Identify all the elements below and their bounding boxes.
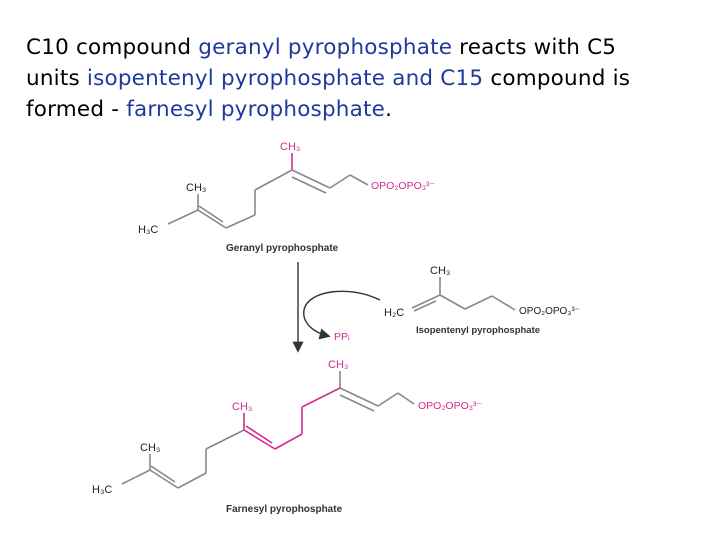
farnesyl-bond xyxy=(122,470,150,484)
geranyl-bond xyxy=(198,210,226,228)
farnesyl-ch3-mid: CH₃ xyxy=(232,401,253,413)
isopentenyl-bond xyxy=(440,295,465,309)
curved-arrow xyxy=(304,291,380,336)
isopentenyl-bond xyxy=(492,296,515,310)
isopentenyl-bond xyxy=(465,296,492,309)
farnesyl-bond xyxy=(398,393,414,404)
heading-text: units xyxy=(26,66,87,91)
heading-text: . xyxy=(385,97,393,122)
heading-text: C10 compound xyxy=(26,35,199,60)
farnesyl-new-bond xyxy=(302,388,340,407)
farnesyl-bond xyxy=(150,470,178,488)
geranyl-bond xyxy=(226,215,255,228)
farnesyl-ch3-left: CH₃ xyxy=(140,442,161,454)
geranyl-phosphate-group: OPO₂OPO₃³⁻ xyxy=(371,180,436,192)
geranyl-bond xyxy=(350,175,368,185)
heading-text: formed - xyxy=(26,97,127,122)
farnesyl-structure xyxy=(92,359,483,515)
farnesyl-double-bond xyxy=(340,395,374,411)
geranyl-structure xyxy=(138,141,436,254)
farnesyl-bond xyxy=(178,473,206,488)
isopentenyl-structure xyxy=(384,265,580,336)
farnesyl-new-bond xyxy=(275,434,302,449)
isopentenyl-name: Isopentenyl pyrophosphate xyxy=(416,325,541,336)
heading-text: reacts with C5 xyxy=(452,35,617,60)
farnesyl-h3c: H₃C xyxy=(92,484,113,496)
geranyl-double-bond xyxy=(199,206,223,222)
farnesyl-new-bond xyxy=(244,430,275,449)
farnesyl-term: farnesyl pyrophosphate xyxy=(126,97,386,122)
ppi-label: PPᵢ xyxy=(334,331,350,343)
geranyl-bond xyxy=(255,170,292,190)
geranyl-double-bond xyxy=(292,177,326,193)
farnesyl-ch3-top: CH₃ xyxy=(328,359,349,371)
farnesyl-phosphate-group: OPO₂OPO₃³⁻ xyxy=(418,400,483,412)
geranyl-bond xyxy=(168,210,198,224)
isopentenyl-term: isopentenyl pyrophosphate and C15 xyxy=(86,66,484,91)
geranyl-term: geranyl pyrophosphate xyxy=(198,35,453,60)
farnesyl-bond xyxy=(206,430,244,449)
heading-text: compound is xyxy=(483,66,631,91)
isopentenyl-ch3: CH₃ xyxy=(430,265,451,277)
geranyl-h3c: H₃C xyxy=(138,224,159,236)
isopentenyl-h2c: H₂C xyxy=(384,307,405,319)
geranyl-bond xyxy=(330,175,350,188)
farnesyl-double-bond xyxy=(151,466,175,482)
geranyl-ch3-top: CH₃ xyxy=(280,141,301,153)
geranyl-name: Geranyl pyrophosphate xyxy=(226,243,339,254)
farnesyl-name: Farnesyl pyrophosphate xyxy=(226,504,343,515)
isopentenyl-phosphate-group: OPO₂OPO₃³⁻ xyxy=(519,306,581,317)
reaction-arrows xyxy=(298,262,380,350)
geranyl-ch3-left: CH₃ xyxy=(186,182,207,194)
farnesyl-bond xyxy=(378,393,398,406)
